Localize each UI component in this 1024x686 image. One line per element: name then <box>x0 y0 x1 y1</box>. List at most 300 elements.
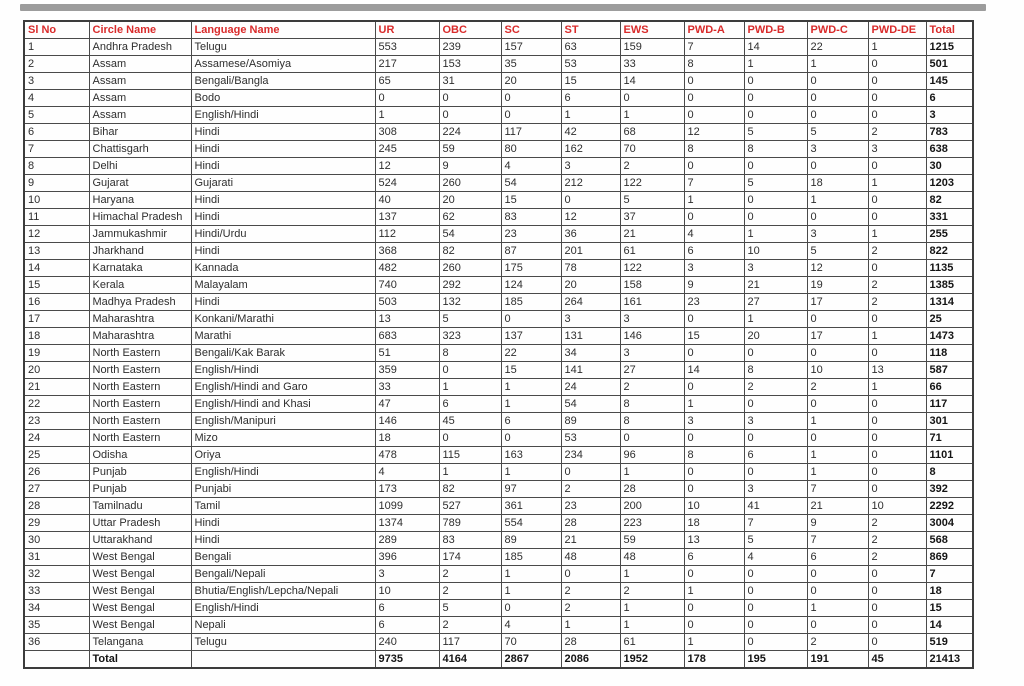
cell-pwd-b: 27 <box>744 294 807 311</box>
cell-pwd-de: 0 <box>868 90 926 107</box>
cell-pwd-de: 13 <box>868 362 926 379</box>
total-cell-ews: 1952 <box>620 651 684 669</box>
cell-pwd-c: 0 <box>807 158 868 175</box>
cell-st: 78 <box>561 260 620 277</box>
cell-obc: 115 <box>439 447 501 464</box>
cell-pwd-a: 0 <box>684 379 744 396</box>
cell-pwd-c: 5 <box>807 243 868 260</box>
cell-circle-name: Assam <box>89 56 191 73</box>
cell-pwd-c: 17 <box>807 294 868 311</box>
cell-language-name: Telugu <box>191 634 375 651</box>
cell-circle-name: North Eastern <box>89 396 191 413</box>
cell-pwd-b: 8 <box>744 362 807 379</box>
cell-language-name: Hindi <box>191 124 375 141</box>
cell-sl-no: 10 <box>24 192 89 209</box>
cell-language-name: Hindi <box>191 294 375 311</box>
cell-sc: 87 <box>501 243 561 260</box>
column-header-obc: OBC <box>439 21 501 39</box>
cell-sc: 15 <box>501 192 561 209</box>
cell-sl-no: 15 <box>24 277 89 294</box>
total-cell-st: 2086 <box>561 651 620 669</box>
table-row <box>24 617 973 634</box>
cell-obc: 31 <box>439 73 501 90</box>
cell-st: 2 <box>561 481 620 498</box>
cell-sl-no: 19 <box>24 345 89 362</box>
cell-pwd-de: 2 <box>868 124 926 141</box>
header-row <box>24 21 973 39</box>
cell-total: 145 <box>926 73 973 90</box>
cell-sc: 157 <box>501 39 561 56</box>
cell-pwd-de: 0 <box>868 430 926 447</box>
cell-st: 53 <box>561 56 620 73</box>
cell-obc: 174 <box>439 549 501 566</box>
cell-ur: 12 <box>375 158 439 175</box>
cell-language-name: Nepali <box>191 617 375 634</box>
column-header-sc: SC <box>501 21 561 39</box>
total-cell-pwd-c: 191 <box>807 651 868 669</box>
cell-obc: 153 <box>439 56 501 73</box>
cell-sc: 20 <box>501 73 561 90</box>
cell-ews: 27 <box>620 362 684 379</box>
table-row <box>24 447 973 464</box>
cell-pwd-a: 15 <box>684 328 744 345</box>
cell-pwd-b: 0 <box>744 566 807 583</box>
cell-pwd-b: 5 <box>744 124 807 141</box>
cell-sc: 6 <box>501 413 561 430</box>
cell-pwd-c: 1 <box>807 192 868 209</box>
table-row <box>24 634 973 651</box>
cell-circle-name: Maharashtra <box>89 328 191 345</box>
cell-language-name: Hindi <box>191 141 375 158</box>
cell-circle-name: Andhra Pradesh <box>89 39 191 56</box>
cell-language-name: Konkani/Marathi <box>191 311 375 328</box>
cell-total: 30 <box>926 158 973 175</box>
cell-st: 0 <box>561 192 620 209</box>
cell-total: 568 <box>926 532 973 549</box>
cell-total: 3004 <box>926 515 973 532</box>
cell-st: 141 <box>561 362 620 379</box>
table-row <box>24 226 973 243</box>
cell-ews: 96 <box>620 447 684 464</box>
cell-ur: 33 <box>375 379 439 396</box>
column-header-pwd-b: PWD-B <box>744 21 807 39</box>
table-row <box>24 56 973 73</box>
cell-sl-no: 30 <box>24 532 89 549</box>
cell-ews: 2 <box>620 158 684 175</box>
cell-sc: 163 <box>501 447 561 464</box>
cell-sl-no: 20 <box>24 362 89 379</box>
cell-sc: 97 <box>501 481 561 498</box>
cell-total: 3 <box>926 107 973 124</box>
cell-sc: 185 <box>501 294 561 311</box>
cell-st: 48 <box>561 549 620 566</box>
cell-ur: 240 <box>375 634 439 651</box>
cell-sc: 1 <box>501 464 561 481</box>
table-row <box>24 107 973 124</box>
cell-pwd-a: 23 <box>684 294 744 311</box>
cell-pwd-a: 7 <box>684 175 744 192</box>
cell-ur: 51 <box>375 345 439 362</box>
cell-ews: 48 <box>620 549 684 566</box>
cell-pwd-de: 10 <box>868 498 926 515</box>
cell-circle-name: Assam <box>89 73 191 90</box>
cell-pwd-b: 1 <box>744 56 807 73</box>
cell-pwd-b: 3 <box>744 413 807 430</box>
total-cell-total: 21413 <box>926 651 973 669</box>
cell-st: 15 <box>561 73 620 90</box>
cell-total: 392 <box>926 481 973 498</box>
cell-pwd-c: 2 <box>807 634 868 651</box>
cell-pwd-de: 1 <box>868 379 926 396</box>
cell-total: 18 <box>926 583 973 600</box>
cell-obc: 323 <box>439 328 501 345</box>
cell-obc: 82 <box>439 243 501 260</box>
cell-sl-no: 3 <box>24 73 89 90</box>
cell-language-name: Hindi/Urdu <box>191 226 375 243</box>
column-header-st: ST <box>561 21 620 39</box>
cell-circle-name: West Bengal <box>89 566 191 583</box>
cell-obc: 292 <box>439 277 501 294</box>
cell-obc: 8 <box>439 345 501 362</box>
cell-ews: 223 <box>620 515 684 532</box>
cell-circle-name: Tamilnadu <box>89 498 191 515</box>
cell-pwd-c: 0 <box>807 90 868 107</box>
cell-total: 117 <box>926 396 973 413</box>
cell-pwd-b: 1 <box>744 311 807 328</box>
cell-pwd-b: 6 <box>744 447 807 464</box>
table-row <box>24 175 973 192</box>
cell-circle-name: West Bengal <box>89 549 191 566</box>
cell-st: 20 <box>561 277 620 294</box>
table-body <box>24 39 973 669</box>
cell-sl-no: 27 <box>24 481 89 498</box>
cell-language-name: Oriya <box>191 447 375 464</box>
cell-obc: 2 <box>439 566 501 583</box>
cell-pwd-a: 4 <box>684 226 744 243</box>
cell-total: 1135 <box>926 260 973 277</box>
table-row <box>24 243 973 260</box>
cell-st: 36 <box>561 226 620 243</box>
cell-pwd-de: 0 <box>868 566 926 583</box>
cell-pwd-c: 19 <box>807 277 868 294</box>
cell-pwd-de: 0 <box>868 634 926 651</box>
cell-pwd-c: 1 <box>807 600 868 617</box>
cell-pwd-c: 0 <box>807 345 868 362</box>
cell-obc: 45 <box>439 413 501 430</box>
cell-pwd-b: 0 <box>744 634 807 651</box>
cell-language-name: Punjabi <box>191 481 375 498</box>
cell-pwd-de: 2 <box>868 243 926 260</box>
cell-ews: 1 <box>620 464 684 481</box>
cell-pwd-c: 2 <box>807 379 868 396</box>
cell-ews: 0 <box>620 430 684 447</box>
cell-pwd-c: 1 <box>807 447 868 464</box>
cell-st: 23 <box>561 498 620 515</box>
cell-obc: 9 <box>439 158 501 175</box>
table-row <box>24 549 973 566</box>
cell-sc: 361 <box>501 498 561 515</box>
cell-pwd-a: 6 <box>684 549 744 566</box>
cell-circle-name: North Eastern <box>89 379 191 396</box>
table-row <box>24 583 973 600</box>
cell-obc: 260 <box>439 175 501 192</box>
cell-total: 869 <box>926 549 973 566</box>
cell-total: 822 <box>926 243 973 260</box>
cell-sl-no: 1 <box>24 39 89 56</box>
cell-pwd-b: 0 <box>744 430 807 447</box>
cell-pwd-b: 20 <box>744 328 807 345</box>
cell-total: 519 <box>926 634 973 651</box>
column-header-total: Total <box>926 21 973 39</box>
table-row <box>24 481 973 498</box>
cell-st: 1 <box>561 617 620 634</box>
cell-ur: 740 <box>375 277 439 294</box>
cell-ews: 146 <box>620 328 684 345</box>
table-row <box>24 600 973 617</box>
cell-total: 301 <box>926 413 973 430</box>
cell-pwd-a: 3 <box>684 260 744 277</box>
total-cell-circle-name: Total <box>89 651 191 669</box>
table-row <box>24 345 973 362</box>
cell-total: 71 <box>926 430 973 447</box>
cell-st: 54 <box>561 396 620 413</box>
cell-pwd-c: 21 <box>807 498 868 515</box>
cell-circle-name: Karnataka <box>89 260 191 277</box>
table-row <box>24 124 973 141</box>
cell-total: 118 <box>926 345 973 362</box>
cell-circle-name: Telangana <box>89 634 191 651</box>
cell-pwd-de: 0 <box>868 192 926 209</box>
cell-total: 2292 <box>926 498 973 515</box>
cell-pwd-b: 21 <box>744 277 807 294</box>
cell-pwd-b: 41 <box>744 498 807 515</box>
cell-ews: 8 <box>620 413 684 430</box>
cell-circle-name: Maharashtra <box>89 311 191 328</box>
cell-total: 501 <box>926 56 973 73</box>
cell-st: 201 <box>561 243 620 260</box>
cell-sl-no: 36 <box>24 634 89 651</box>
cell-sl-no: 23 <box>24 413 89 430</box>
table-row <box>24 73 973 90</box>
cell-st: 24 <box>561 379 620 396</box>
cell-ur: 6 <box>375 600 439 617</box>
cell-pwd-b: 7 <box>744 515 807 532</box>
cell-pwd-a: 9 <box>684 277 744 294</box>
cell-pwd-c: 3 <box>807 226 868 243</box>
table-row <box>24 515 973 532</box>
cell-pwd-c: 0 <box>807 107 868 124</box>
cell-pwd-a: 8 <box>684 447 744 464</box>
cell-circle-name: Assam <box>89 107 191 124</box>
cell-ews: 21 <box>620 226 684 243</box>
cell-pwd-a: 1 <box>684 583 744 600</box>
column-header-pwd-c: PWD-C <box>807 21 868 39</box>
table-row <box>24 396 973 413</box>
total-cell-pwd-a: 178 <box>684 651 744 669</box>
cell-obc: 83 <box>439 532 501 549</box>
cell-ews: 122 <box>620 260 684 277</box>
cell-pwd-a: 0 <box>684 90 744 107</box>
total-cell-ur: 9735 <box>375 651 439 669</box>
cell-ur: 1 <box>375 107 439 124</box>
table-row <box>24 39 973 56</box>
cell-ews: 2 <box>620 583 684 600</box>
cell-sc: 22 <box>501 345 561 362</box>
cell-pwd-b: 0 <box>744 73 807 90</box>
cell-circle-name: Uttarakhand <box>89 532 191 549</box>
cell-sc: 83 <box>501 209 561 226</box>
table-row <box>24 430 973 447</box>
cell-ur: 65 <box>375 73 439 90</box>
cell-ur: 40 <box>375 192 439 209</box>
cell-total: 1385 <box>926 277 973 294</box>
cell-st: 212 <box>561 175 620 192</box>
cell-obc: 0 <box>439 107 501 124</box>
cell-ews: 2 <box>620 379 684 396</box>
cell-pwd-b: 2 <box>744 379 807 396</box>
cell-pwd-b: 0 <box>744 345 807 362</box>
cell-ur: 482 <box>375 260 439 277</box>
cell-total: 15 <box>926 600 973 617</box>
cell-sl-no: 28 <box>24 498 89 515</box>
cell-language-name: English/Manipuri <box>191 413 375 430</box>
cell-st: 264 <box>561 294 620 311</box>
cell-language-name: English/Hindi <box>191 362 375 379</box>
cell-st: 3 <box>561 158 620 175</box>
cell-pwd-de: 0 <box>868 396 926 413</box>
cell-language-name: Kannada <box>191 260 375 277</box>
total-cell-language-name <box>191 651 375 669</box>
cell-total: 638 <box>926 141 973 158</box>
cell-ur: 396 <box>375 549 439 566</box>
cell-pwd-a: 14 <box>684 362 744 379</box>
cell-ews: 200 <box>620 498 684 515</box>
cell-ews: 0 <box>620 90 684 107</box>
cell-pwd-c: 0 <box>807 209 868 226</box>
cell-language-name: Bengali/Bangla <box>191 73 375 90</box>
cell-ur: 478 <box>375 447 439 464</box>
cell-st: 28 <box>561 515 620 532</box>
cell-ur: 0 <box>375 90 439 107</box>
column-header-pwd-a: PWD-A <box>684 21 744 39</box>
cell-pwd-a: 3 <box>684 413 744 430</box>
cell-obc: 62 <box>439 209 501 226</box>
total-row <box>24 651 973 669</box>
cell-sc: 89 <box>501 532 561 549</box>
cell-obc: 2 <box>439 583 501 600</box>
cell-pwd-de: 1 <box>868 175 926 192</box>
cell-circle-name: West Bengal <box>89 600 191 617</box>
cell-pwd-b: 5 <box>744 532 807 549</box>
cell-pwd-c: 3 <box>807 141 868 158</box>
table-row <box>24 532 973 549</box>
cell-pwd-c: 7 <box>807 532 868 549</box>
cell-total: 7 <box>926 566 973 583</box>
cell-language-name: Hindi <box>191 243 375 260</box>
cell-sl-no: 7 <box>24 141 89 158</box>
cell-pwd-b: 0 <box>744 583 807 600</box>
cell-obc: 59 <box>439 141 501 158</box>
cell-pwd-b: 0 <box>744 107 807 124</box>
cell-language-name: Bhutia/English/Lepcha/Nepali <box>191 583 375 600</box>
cell-sl-no: 9 <box>24 175 89 192</box>
cell-obc: 0 <box>439 430 501 447</box>
cell-sl-no: 29 <box>24 515 89 532</box>
cell-pwd-de: 0 <box>868 311 926 328</box>
cell-pwd-a: 0 <box>684 600 744 617</box>
cell-sc: 1 <box>501 566 561 583</box>
cell-st: 2 <box>561 583 620 600</box>
cell-ur: 308 <box>375 124 439 141</box>
cell-pwd-de: 2 <box>868 294 926 311</box>
cell-sc: 554 <box>501 515 561 532</box>
cell-pwd-a: 0 <box>684 345 744 362</box>
cell-total: 66 <box>926 379 973 396</box>
cell-pwd-c: 0 <box>807 430 868 447</box>
cell-ur: 4 <box>375 464 439 481</box>
cell-pwd-a: 0 <box>684 464 744 481</box>
cell-circle-name: North Eastern <box>89 413 191 430</box>
cell-st: 162 <box>561 141 620 158</box>
cell-pwd-de: 1 <box>868 226 926 243</box>
cell-ur: 1099 <box>375 498 439 515</box>
cell-st: 63 <box>561 39 620 56</box>
cell-st: 89 <box>561 413 620 430</box>
cell-sc: 137 <box>501 328 561 345</box>
cell-pwd-a: 0 <box>684 73 744 90</box>
cell-ur: 112 <box>375 226 439 243</box>
cell-total: 25 <box>926 311 973 328</box>
cell-ur: 47 <box>375 396 439 413</box>
cell-ur: 3 <box>375 566 439 583</box>
cell-ur: 524 <box>375 175 439 192</box>
cell-total: 255 <box>926 226 973 243</box>
cell-pwd-de: 3 <box>868 141 926 158</box>
cell-obc: 82 <box>439 481 501 498</box>
cell-language-name: English/Hindi and Garo <box>191 379 375 396</box>
table-row <box>24 566 973 583</box>
cell-obc: 5 <box>439 311 501 328</box>
cell-ews: 70 <box>620 141 684 158</box>
cell-sc: 4 <box>501 158 561 175</box>
cell-sl-no: 17 <box>24 311 89 328</box>
cell-ur: 553 <box>375 39 439 56</box>
cell-pwd-de: 0 <box>868 345 926 362</box>
table-row <box>24 362 973 379</box>
cell-ews: 1 <box>620 107 684 124</box>
cell-ews: 28 <box>620 481 684 498</box>
cell-st: 53 <box>561 430 620 447</box>
cell-obc: 2 <box>439 617 501 634</box>
cell-ur: 146 <box>375 413 439 430</box>
cell-pwd-c: 0 <box>807 566 868 583</box>
cell-ews: 68 <box>620 124 684 141</box>
cell-pwd-de: 0 <box>868 107 926 124</box>
cell-obc: 132 <box>439 294 501 311</box>
column-header-circle-name: Circle Name <box>89 21 191 39</box>
cell-sl-no: 6 <box>24 124 89 141</box>
cell-circle-name: Delhi <box>89 158 191 175</box>
cell-sl-no: 4 <box>24 90 89 107</box>
cell-ur: 10 <box>375 583 439 600</box>
cell-ur: 289 <box>375 532 439 549</box>
cell-pwd-c: 9 <box>807 515 868 532</box>
cell-obc: 224 <box>439 124 501 141</box>
cell-sl-no: 18 <box>24 328 89 345</box>
total-cell-pwd-de: 45 <box>868 651 926 669</box>
cell-pwd-de: 2 <box>868 549 926 566</box>
cell-ews: 33 <box>620 56 684 73</box>
